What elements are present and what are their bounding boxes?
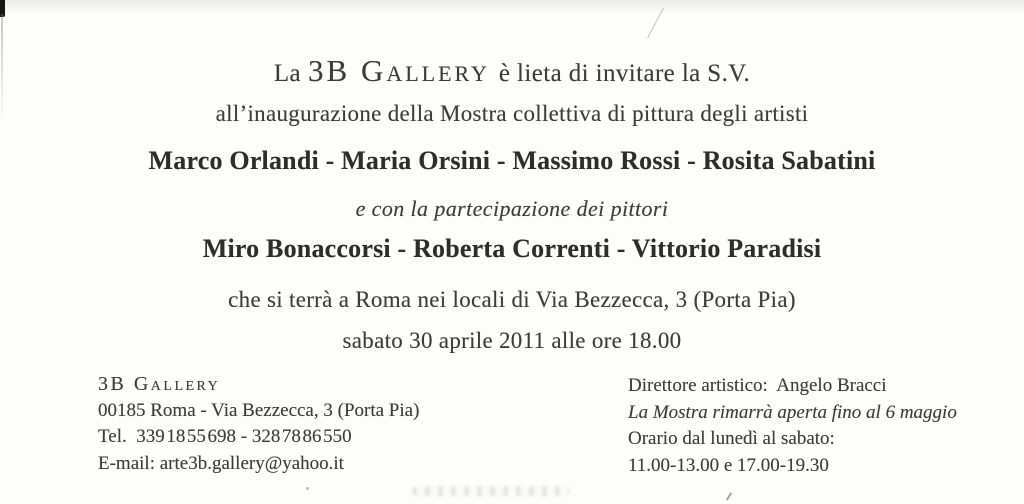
opening-line <box>0 53 1024 89</box>
intro-line: all’inaugurazione della Mostra collettiva di pittura degli artisti <box>215 101 809 126</box>
footer-address: 00185 Roma - Via Bezzecca, 3 (Porta Pia) <box>98 399 420 421</box>
participation-note-line: e con la partecipazione dei pittori <box>355 196 669 221</box>
footer-phone: Tel. 339 18 55 698 - 328 78 86 550 <box>98 426 352 447</box>
gallery-brand-name: 3B Gallery <box>308 53 490 88</box>
footer-hours-label: Orario dal lunedì al sabato: <box>628 428 835 449</box>
footer-email: E-mail: arte3b.gallery@yahoo.it <box>98 452 344 474</box>
gallery-contact-block <box>98 371 419 477</box>
opening-prefix: La <box>273 60 302 87</box>
main-artists-line: Marco Orlandi - Maria Orsini - Massimo Rossi - Rosita Sabatini <box>148 146 876 175</box>
guest-artists-line: Miro Bonaccorsi - Roberta Correnti - Vittorio Paradisi <box>202 234 822 263</box>
venue-line: che si terrà a Roma nei locali di Via Bezzecca, 3 (Porta Pia) <box>228 287 796 312</box>
scan-showthrough-smudge <box>412 486 570 496</box>
exhibition-info-block <box>628 373 957 479</box>
scan-top-edge-shadow <box>0 0 1024 14</box>
footer-director: Direttore artistico: Angelo Bracci <box>628 375 887 396</box>
footer-gallery-name: 3B Gallery <box>98 373 221 395</box>
footer-hours: 11.00-13.00 e 17.00-19.30 <box>628 454 829 476</box>
scan-speck <box>726 492 732 501</box>
opening-suffix: è lieta di invitare la S.V. <box>498 60 751 87</box>
scan-scratch <box>647 8 664 38</box>
footer-duration-note: La Mostra rimarrà aperta fino al 6 maggio <box>628 401 957 423</box>
date-time-line: sabato 30 aprile 2011 alle ore 18.00 <box>342 328 682 353</box>
scan-speck <box>306 487 309 490</box>
